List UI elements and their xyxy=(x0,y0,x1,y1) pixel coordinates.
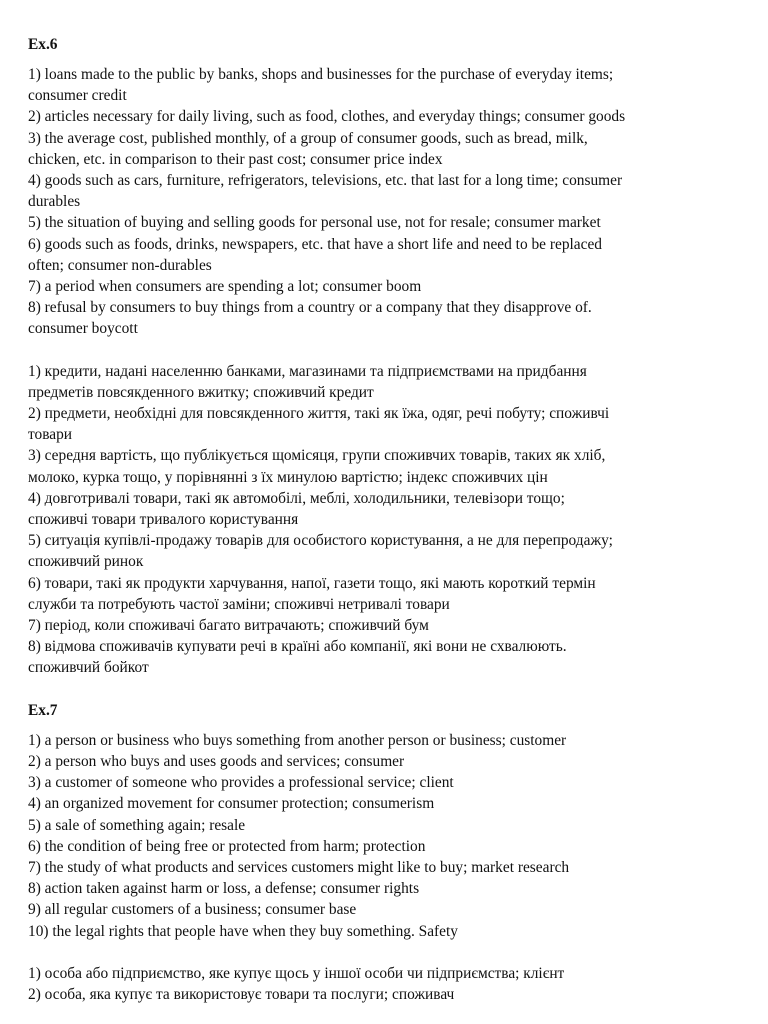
ex6-uk-line: споживчі товари тривалого користування xyxy=(28,511,299,529)
ex6-en-line: 1) loans made to the public by banks, shops and businesses for the purchase of everyday items; xyxy=(28,66,614,83)
ex6-en-line: 3) the average cost, published monthly, of a group of consumer goods, such as bread, milk, xyxy=(28,129,588,147)
ex7-en-line: 4) an organized movement for consumer protection; consumerism xyxy=(28,795,435,813)
ex7-en-line: 6) the condition of being free or protected from harm; protection xyxy=(28,837,426,855)
ex7-en-line: 1) a person or business who buys something from another person or business; customer xyxy=(28,731,567,749)
ex6-en-line: 2) articles necessary for daily living, such as food, clothes, and everyday things; consumer goods xyxy=(28,108,626,126)
ex7-english-list xyxy=(28,730,748,942)
ex6-en-line: consumer credit xyxy=(28,87,127,105)
ex6-uk-line: споживчий бойкот xyxy=(28,659,149,677)
ex6-uk-line: 2) предмети, необхідні для повсякденного життя, такі як їжа, одяг, речі побуту; споживчі xyxy=(28,405,610,423)
ex7-en-line: 5) a sale of something again; resale xyxy=(28,816,246,834)
ex6-en-line: 6) goods such as foods, drinks, newspapers, etc. that have a short life and need to be replaced xyxy=(28,235,602,253)
spacer xyxy=(28,721,748,730)
spacer xyxy=(28,679,748,700)
ex7-heading: Ex.7 xyxy=(28,701,58,719)
ex7-en-line: 10) the legal rights that people have when they buy something. Safety xyxy=(28,922,458,940)
ex6-uk-line: товари xyxy=(28,426,73,444)
ex6-uk-line: 5) ситуація купівлі-продажу товарів для особистого користування, а не для перепродажу; xyxy=(28,532,613,550)
spacer xyxy=(28,340,748,361)
ex6-ukrainian-list xyxy=(28,361,748,679)
spacer xyxy=(28,55,748,64)
ex6-uk-line: молоко, курка тощо, у порівнянні з їх минулою вартістю; індекс споживчих цін xyxy=(28,468,548,486)
ex6-uk-line: служби та потребують частої заміни; споживчі нетривалі товари xyxy=(28,595,450,613)
ex6-uk-line: 4) довготривалі товари, такі як автомобілі, меблі, холодильники, телевізори тощо; xyxy=(28,489,565,507)
document-page xyxy=(28,34,748,1005)
ex7-uk-line: 2) особа, яка купує та використовує товари та послуги; споживач xyxy=(28,985,455,1003)
ex7-en-line: 2) a person who buys and uses goods and services; consumer xyxy=(28,752,405,770)
ex6-en-line: 5) the situation of buying and selling goods for personal use, not for resale; consumer market xyxy=(28,214,601,232)
ex6-english-list xyxy=(28,64,748,340)
ex6-uk-line: 3) середня вартість, що публікується щомісяця, групи споживчих товарів, таких як хліб, xyxy=(28,447,606,465)
ex6-en-line: 8) refusal by consumers to buy things from a country or a company that they disapprove of. xyxy=(28,299,592,317)
ex7-en-line: 3) a customer of someone who provides a professional service; client xyxy=(28,774,454,792)
ex6-en-line: durables xyxy=(28,193,81,211)
ex7-ukrainian-list xyxy=(28,963,748,1005)
ex7-en-line: 9) all regular customers of a business; consumer base xyxy=(28,901,357,919)
ex6-uk-line: предметів повсякденного вжитку; споживчий кредит xyxy=(28,383,374,401)
ex7-uk-line: 1) особа або підприємство, яке купує щось у іншої особи чи підприємства; клієнт xyxy=(28,964,565,982)
ex6-en-line: chicken, etc. in comparison to their past cost; consumer price index xyxy=(28,150,443,168)
ex6-uk-line: 1) кредити, надані населенню банками, магазинами та підприємствами на придбання xyxy=(28,362,587,380)
spacer xyxy=(28,942,748,963)
ex6-uk-line: 7) період, коли споживачі багато витрачають; споживчий бум xyxy=(28,617,429,635)
ex6-en-line: 4) goods such as cars, furniture, refrigerators, televisions, etc. that last for a long time; consumer xyxy=(28,172,623,190)
ex6-en-line: often; consumer non-durables xyxy=(28,256,212,274)
ex6-en-line: consumer boycott xyxy=(28,320,138,338)
ex7-en-line: 7) the study of what products and services customers might like to buy; market research xyxy=(28,858,570,876)
ex6-en-line: 7) a period when consumers are spending a lot; consumer boom xyxy=(28,278,422,296)
ex6-uk-line: споживчий ринок xyxy=(28,553,144,571)
ex7-en-line: 8) action taken against harm or loss, a defense; consumer rights xyxy=(28,880,420,898)
ex6-uk-line: 8) відмова споживачів купувати речі в країні або компанії, які вони не схвалюють. xyxy=(28,638,567,656)
ex6-heading: Ex.6 xyxy=(28,36,58,53)
ex6-uk-line: 6) товари, такі як продукти харчування, напої, газети тощо, які мають короткий термін xyxy=(28,574,596,592)
